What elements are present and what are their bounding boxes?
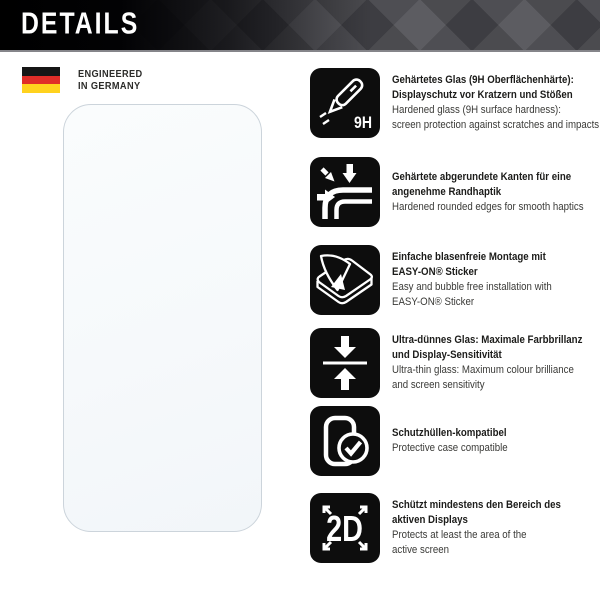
svg-text:2D: 2D <box>326 507 363 549</box>
ultra-thin-glass-icon <box>310 328 380 398</box>
feature-text: Schutzhüllen-kompatibel Protective case compatible <box>392 427 508 454</box>
screen-protector-glass-illustration <box>63 104 262 532</box>
feature-row-case-compatible <box>310 406 523 476</box>
feature-row-ultra-thin <box>310 328 600 398</box>
feature-text: Einfache blasenfreie Montage mit EASY-ON® Sticker Easy and bubble free installation with EASY-ON® Sticker <box>392 251 552 308</box>
2d-coverage-icon <box>310 493 380 563</box>
scratch-pen-9h-icon <box>310 68 380 138</box>
feature-text: Gehärtete abgerundete Kanten für eine angenehme Randhaptik Hardened rounded edges for smooth haptics <box>392 170 584 213</box>
feature-row-rounded-edges <box>310 157 600 227</box>
engineered-in-germany-badge <box>22 67 148 93</box>
feature-text: Gehärtetes Glas (9H Oberflächenhärte): Displayschutz vor Kratzern und Stößen Hardened glass (9H surface hardness): screen protection against scratches and impacts <box>392 74 600 131</box>
rounded-edges-icon <box>310 157 380 227</box>
case-compatible-icon <box>310 406 380 476</box>
svg-text:9H: 9H <box>354 113 372 133</box>
page-title: DETAILS <box>21 5 140 41</box>
feature-row-2d-coverage <box>310 493 584 563</box>
header-banner <box>0 0 600 52</box>
feature-text: Schützt mindestens den Bereich des aktiven Displays Protects at least the area of the active screen <box>392 499 561 556</box>
feature-text: Ultra-dünnes Glas: Maximale Farbbrillanz und Display-Sensitivität Ultra-thin glass: Maximum colour brilliance and screen sensitivity <box>392 334 583 391</box>
easy-on-sticker-icon <box>310 245 380 315</box>
engineered-label: ENGINEERED IN GERMANY <box>78 69 143 92</box>
feature-row-hardened-glass <box>310 68 600 138</box>
german-flag-icon <box>22 67 60 93</box>
feature-row-easy-on-sticker <box>310 245 574 315</box>
